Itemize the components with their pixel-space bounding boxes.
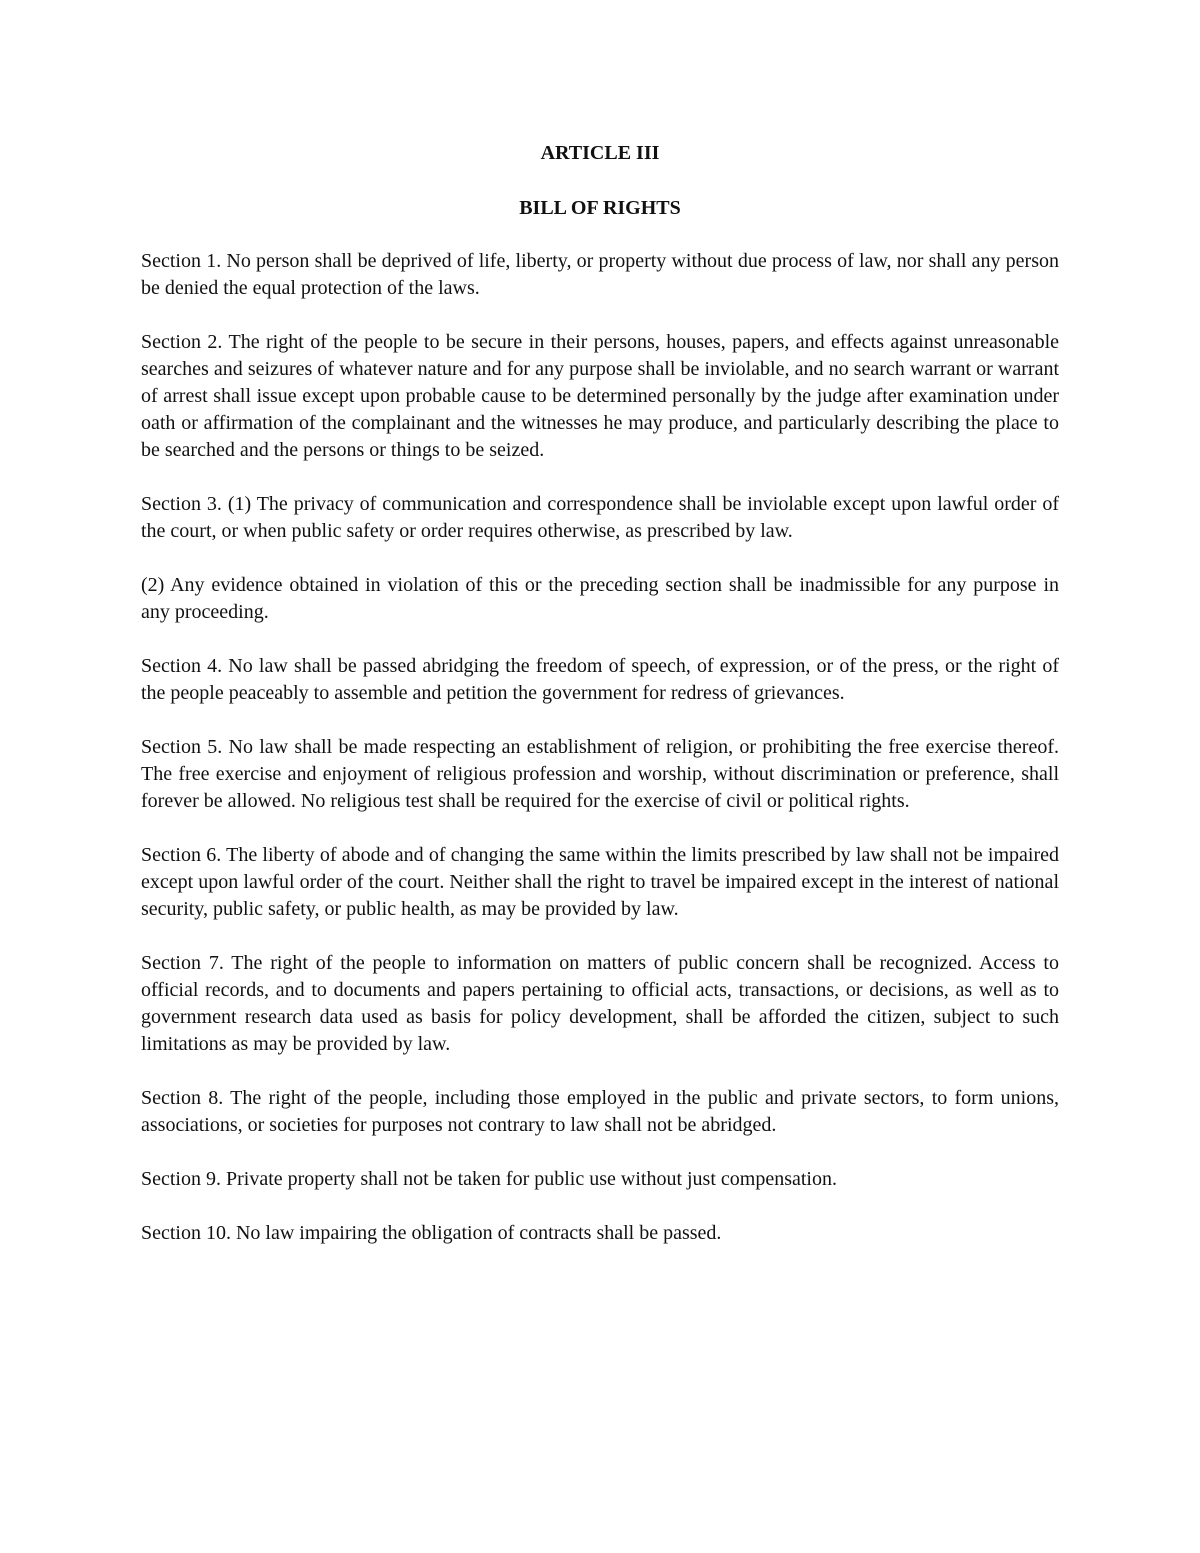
section-9-paragraph: Section 9. Private property shall not be taken for public use without just compensation. xyxy=(141,1168,837,1190)
article-title: ARTICLE III xyxy=(540,142,660,164)
section-3-paragraph: Section 3. (1) The privacy of communication and correspondence shall be inviolable except upon lawful order of the court, or when public safety or order requires otherwise, as prescribed by law. xyxy=(141,493,1059,542)
bill-title: BILL OF RIGHTS xyxy=(519,197,681,219)
section-5-paragraph: Section 5. No law shall be made respecting an establishment of religion, or prohibiting the free exercise thereof. The free exercise and enjoyment of religious profession and worship, without discrimination or preference, shall forever be allowed. No religious test shall be required for the exercise of civil or political rights. xyxy=(141,736,1059,812)
section-8-paragraph: Section 8. The right of the people, including those employed in the public and private sectors, to form unions, associations, or societies for purposes not contrary to law shall not be abridged. xyxy=(141,1087,1059,1136)
section-3-subparagraph-2: (2) Any evidence obtained in violation of this or the preceding section shall be inadmissible for any purpose in any proceeding. xyxy=(141,574,1059,623)
section-2-paragraph: Section 2. The right of the people to be secure in their persons, houses, papers, and effects against unreasonable searches and seizures of whatever nature and for any purpose shall be inviolable, and no search warrant or warrant of arrest shall issue except upon probable cause to be determined personally by the judge after examination under oath or affirmation of the complainant and the witnesses he may produce, and particularly describing the place to be searched and the persons or things to be seized. xyxy=(141,331,1059,461)
section-4-paragraph: Section 4. No law shall be passed abridging the freedom of speech, of expression, or of the press, or the right of the people peaceably to assemble and petition the government for redress of grievances. xyxy=(141,655,1059,704)
section-1-paragraph: Section 1. No person shall be deprived of life, liberty, or property without due process of law, nor shall any person be denied the equal protection of the laws. xyxy=(141,250,1059,299)
section-10-paragraph: Section 10. No law impairing the obligation of contracts shall be passed. xyxy=(141,1222,722,1244)
document-page xyxy=(141,140,1059,1274)
section-6-paragraph: Section 6. The liberty of abode and of changing the same within the limits prescribed by law shall not be impaired except upon lawful order of the court. Neither shall the right to travel be impaired except in the interest of national security, public safety, or public health, as may be provided by law. xyxy=(141,844,1059,920)
section-7-paragraph: Section 7. The right of the people to information on matters of public concern shall be recognized. Access to official records, and to documents and papers pertaining to official acts, transactions, or decisions, as well as to government research data used as basis for policy development, shall be afforded the citizen, subject to such limitations as may be provided by law. xyxy=(141,952,1059,1055)
